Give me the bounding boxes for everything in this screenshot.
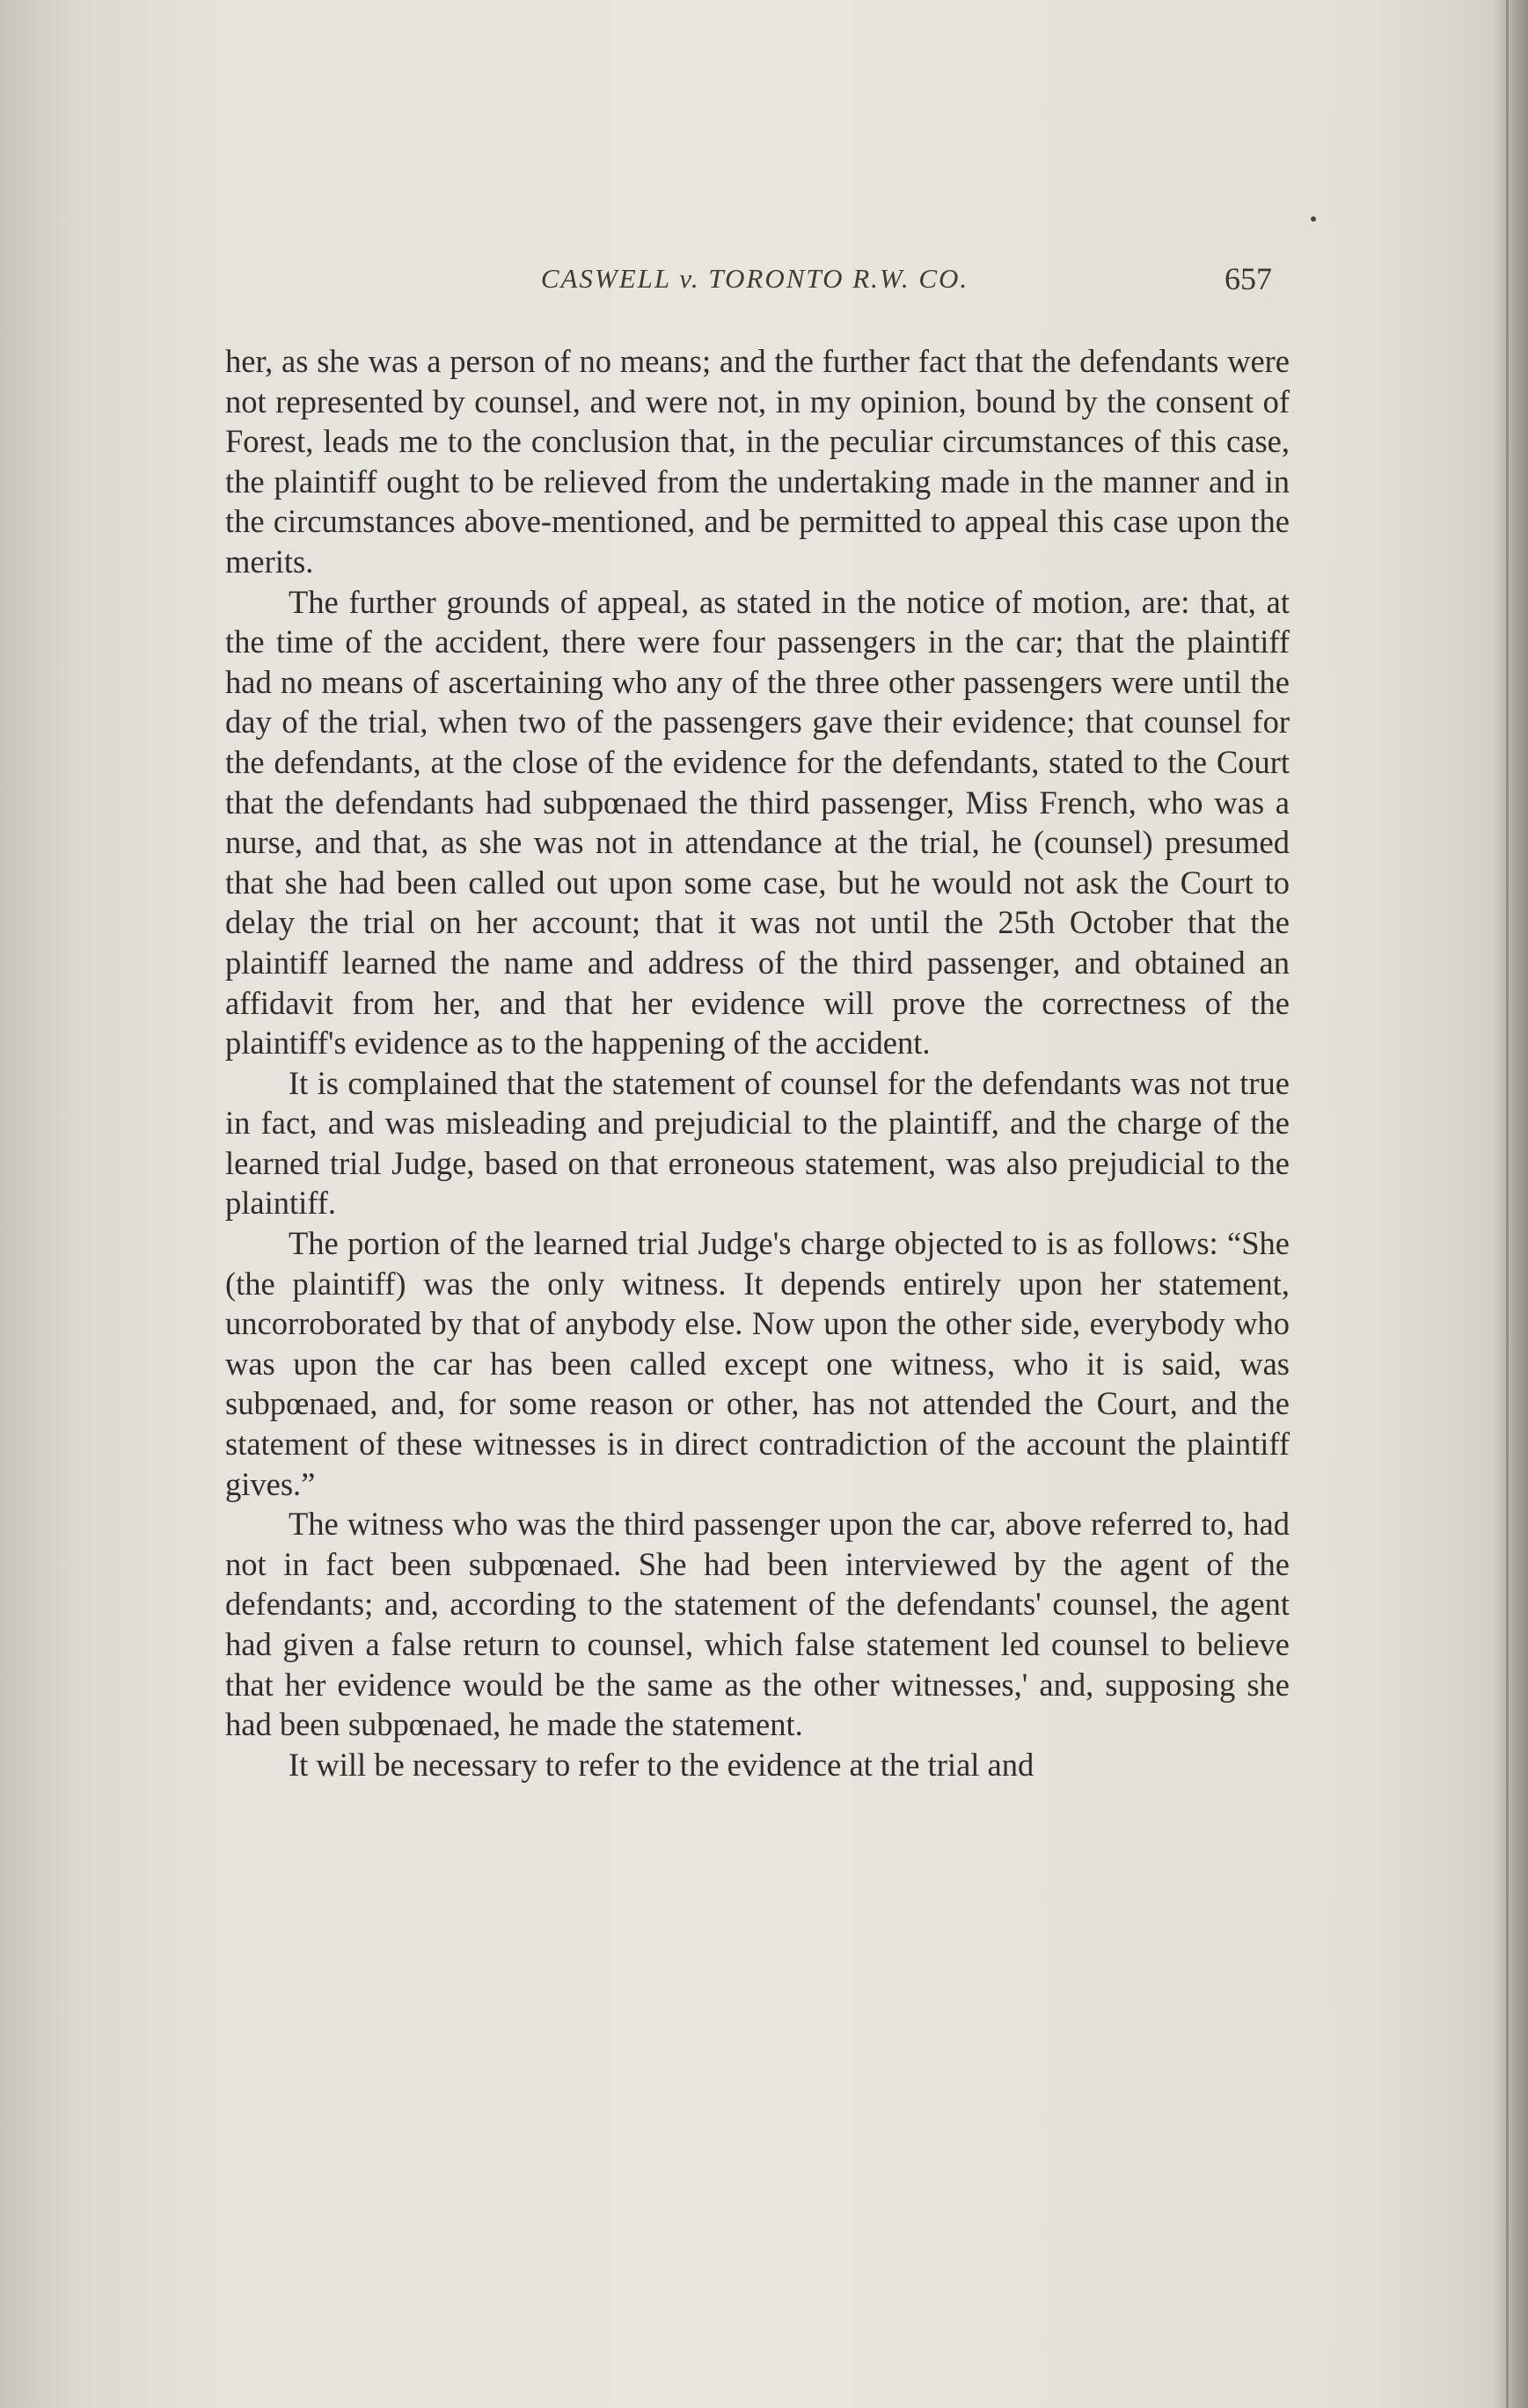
- paragraph: The portion of the learned trial Judge's charge objected to is as follows: “She (the plaintiff) was the only witness. It depends entirely upon her statement, uncorroborated by that of anybody else. Now upon the other side, everybody who was upon the car has been called except one witness, who it is said, was subpœnaed, and, for some reason or other, has not attended the Court, and the statement of these witnesses is in direct contradiction of the account the plaintiff gives.”: [225, 1225, 1290, 1502]
- page-edge-line: [1506, 0, 1509, 2408]
- page-gutter-shadow: [1493, 0, 1528, 2408]
- paragraph: The witness who was the third passenger upon the car, above referred to, had not in fact been subpœnaed. She had been interviewed by the agent of the defendants; and, according to the statement of the defendants' counsel, the agent had given a false return to counsel, which false statement led counsel to believe that her evidence would be the same as the other witnesses,' and, supposing she had been subpœnaed, he made the statement.: [225, 1506, 1290, 1743]
- paragraph: It is complained that the statement of counsel for the defendants was not true in fact, and was misleading and prejudicial to the plaintiff, and the charge of the learned trial Judge, based on that erroneous statement, was also prejudicial to the plaintiff.: [225, 1064, 1290, 1222]
- running-title: CASWELL v. TORONTO R.W. CO.: [540, 263, 969, 294]
- page-number: 657: [1225, 261, 1272, 296]
- body-text: [225, 341, 1290, 1784]
- running-head: [220, 257, 1290, 301]
- paragraph: It will be necessary to refer to the evidence at the trial and: [289, 1746, 1035, 1783]
- paragraph: The further grounds of appeal, as stated in the notice of motion, are: that, at the time of the accident, there were four passengers in the car; that the plaintiff had no means of ascertaining who any of the three other passengers were until the day of the trial, when two of the passengers gave their evidence; that counsel for the defendants, at the close of the evidence for the defendants, stated to the Court that the defendants had subpœnaed the third passenger, Miss French, who was a nurse, and that, as she was not in attendance at the trial, he (counsel) presumed that she had been called out upon some case, but he would not ask the Court to delay the trial on her account; that it was not until the 25th October that the plaintiff learned the name and address of the third passenger, and obtained an affidavit from her, and that her evidence will prove the correctness of the plaintiff's evidence as to the happening of the accident.: [225, 583, 1290, 1062]
- ink-speck: [1311, 216, 1316, 222]
- paragraph: her, as she was a person of no means; and the further fact that the defendants were not represented by counsel, and were not, in my opinion, bound by the consent of Forest, leads me to the conclusion that, in the peculiar circumstances of this case, the plaintiff ought to be relieved from the undertaking made in the manner and in the circumstances above-mentioned, and be permitted to appeal this case upon the merits.: [225, 343, 1290, 580]
